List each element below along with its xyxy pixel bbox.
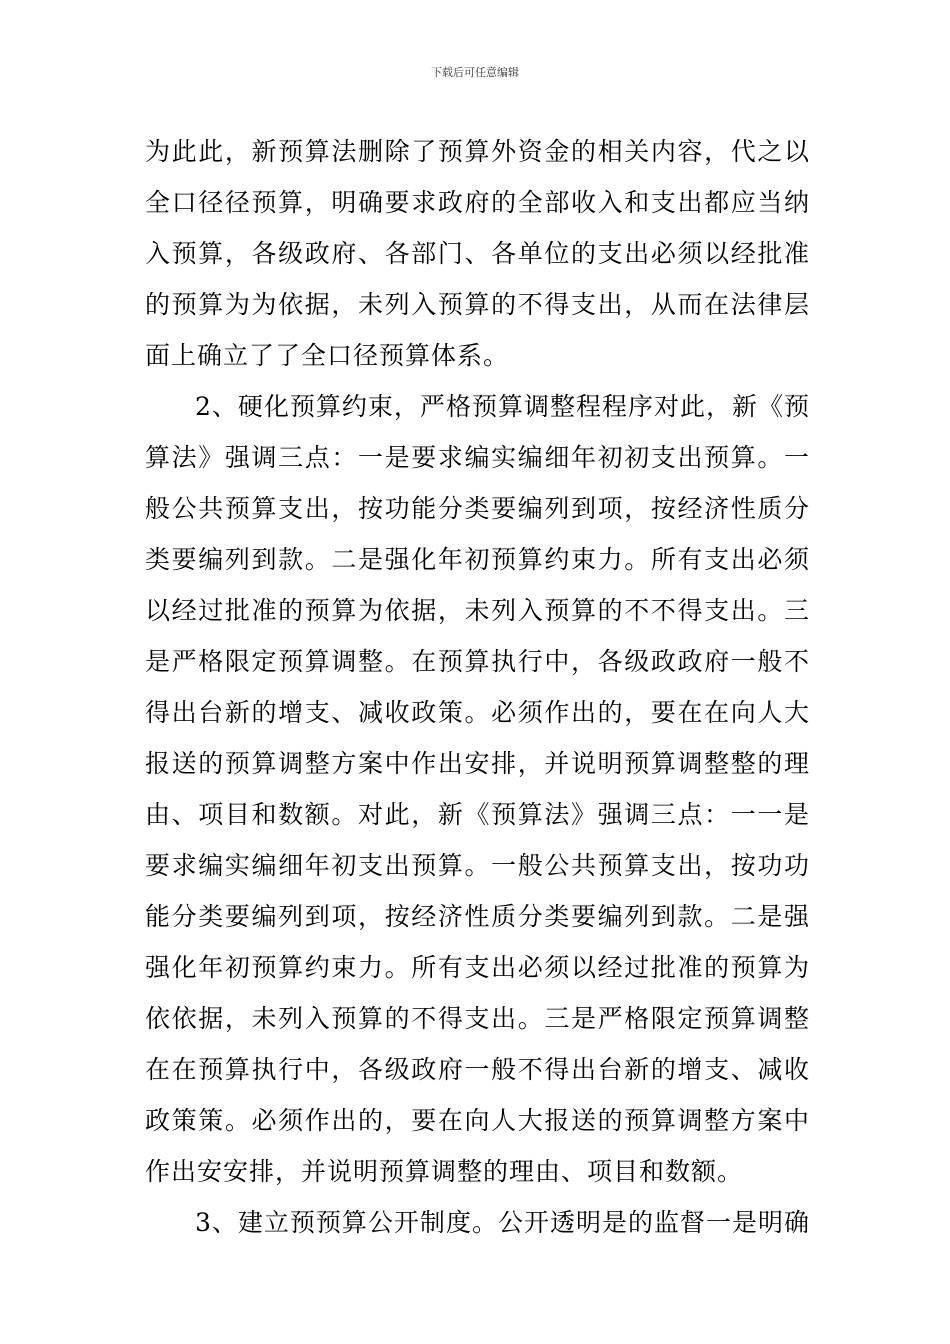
page-header-caption: 下载后可任意编辑	[431, 66, 519, 79]
text-line: 政策策。必须作出的，要在向人大报送的预算调整方案中	[145, 1106, 810, 1135]
text-line: 3、建立预预算公开制度。公开透明是的监督一是明确	[195, 1208, 810, 1237]
text-line: 要求编实编细年初支出预算。一般公共预算支出，按功功	[145, 851, 810, 880]
paragraph-3	[145, 1197, 810, 1248]
text-line: 面上确立了了全口径预算体系。	[145, 341, 510, 370]
text-line: 入预算，各级政府、各部门、各单位的支出必须以经批准	[145, 239, 810, 268]
paragraph-1	[145, 126, 810, 381]
paragraph-2	[145, 381, 810, 1197]
text-line: 全口径径预算，明确要求政府的全部收入和支出都应当纳	[145, 188, 810, 217]
text-line: 由、项目和数额。对此，新《预算法》强调三点：一一是	[145, 800, 810, 829]
text-line: 报送的预算调整方案中作出安排，并说明预算调整整的理	[145, 749, 810, 778]
text-line: 依依据，未列入预算的不得支出。三是严格限定预算调整	[145, 1004, 810, 1033]
text-line: 般公共预算支出，按功能分类要编列到项，按经济性质分	[145, 494, 810, 523]
text-line: 算法》强调三点：一是要求编实编细年初初支出预算。一	[145, 443, 810, 472]
text-line: 类要编列到款。二是强化年初预算约束力。所有支出必须	[145, 545, 810, 574]
text-line: 在在预算执行中，各级政府一般不得出台新的增支、减收	[145, 1055, 810, 1084]
text-line: 作出安安排，并说明预算调整的理由、项目和数额。	[145, 1157, 744, 1186]
text-line: 的预算为为依据，未列入预算的不得支出，从而在法律层	[145, 290, 810, 319]
text-line: 2、硬化预算约束，严格预算调整程程序对此，新《预	[195, 392, 810, 421]
text-line: 能分类要编列到项，按经济性质分类要编列到款。二是强	[145, 902, 810, 931]
text-line: 得出台新的增支、减收政策。必须作出的，要在在向人大	[145, 698, 810, 727]
text-line: 为此此，新预算法删除了预算外资金的相关内容，代之以	[145, 137, 810, 166]
text-line: 是严格限定预算调整。在预算执行中，各级政政府一般不	[145, 647, 810, 676]
text-line: 以经过批准的预算为依据，未列入预算的不不得支出。三	[145, 596, 810, 625]
document-body	[145, 126, 810, 1248]
text-line: 强化年初预算约束力。所有支出必须以经过批准的预算为	[145, 953, 810, 982]
